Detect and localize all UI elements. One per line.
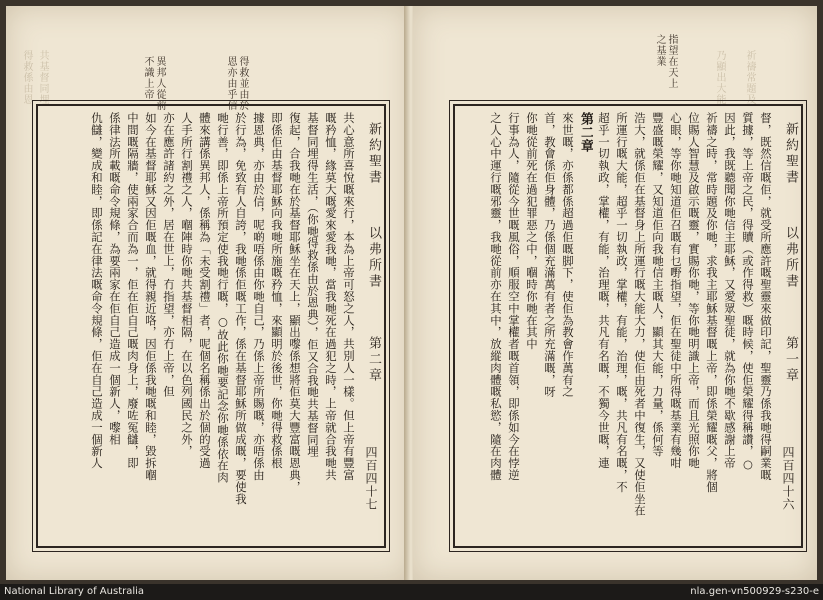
right-text-column: 心眼，等你哋知道佢召嘅有乜嘢指望，佢在聖徒中所得嘅基業有幾咁 [669,112,683,469]
chapter-heading: 第二章 [578,112,593,153]
right-header-book-title: 新約聖書 [783,122,798,186]
right-text-column: 豐盛嘅榮耀，又知道佢向我哋信主嘅人，顯其大能，力量，係何等 [651,112,665,458]
left-text-frame [36,104,386,548]
library-credit: National Library of Australia [4,586,145,597]
margin-note-hope: 指望在天上之基業 [654,34,677,89]
right-text-column: 你哋從前死在過犯罪惡之中，嗰時你哋在其中 [525,112,539,350]
margin-note-gentiles: 異邦人從前不識上帝 [142,56,165,111]
left-text-column: 體來講係異邦人，係稱為「未受割禮」者，呢個名稱係出於個的受過 [198,112,212,469]
item-identifier: nla.gen-vn500929-s230-e [690,586,819,597]
left-text-column: 係律法所載嘅命令規條，為要兩家在佢自己造成一個新人，嚟相 [108,112,122,446]
left-header-book-title: 新約聖書 [366,122,381,186]
right-bleed-text-1: 乃顯出大能 [714,50,725,105]
right-text-column: 祈禱之時，常時題及你哋，求我主耶穌基督嘅上帝，即係榮耀嘅父，將個 [705,112,719,493]
left-body-text [44,112,356,540]
right-header-chapter: 第一章 [783,336,798,384]
left-bleed-text-2: 共基督同埋 [37,50,48,105]
left-text-column: 中間嘅隔牆，使兩家合而為一，佢在佢自己嘅肉身上，廢咗冤讎，即 [126,112,140,469]
right-text-column: 來世嘅，亦係都係超過佢嘅脚下，使佢為教會作萬有之 [561,112,575,398]
left-text-column: 即係佢由基督耶穌向我哋所施嘅矜恤，來顯明於後世，你哋得救係根 [270,112,284,469]
left-text-column: 基督同埋得生活，（你哋得救係由於恩典），佢又合我哋共基督同埋 [306,112,320,458]
left-text-column: 仇讎，變成和睦，即係記在律法嘅命令規條，佢在自己造成一個新人 [90,112,104,469]
right-text-column: 質據，等上帝之民，得贖（或作得救）嘅時候，使佢榮耀得稱讚，○ [741,112,755,472]
left-bleed-text-1: 得救係由恩 [21,50,32,105]
left-text-column: 人手所行割禮之人，嗰陣時你哋共基督相隔，在以色列國民之外， [180,112,194,458]
right-page-number: 四百四十六 [781,446,795,511]
left-text-column: 共心意所喜悅嘅來行，本為上帝可怒之人，共別人一樣。但上帝有豐富 [342,112,356,481]
left-header-book-name: 以弗所書 [366,226,381,290]
right-text-column: 超乎一切執政，掌權，有能，治理嘅，共凡有名嘅，不獨今世嘅，連 [597,112,611,469]
right-text-column: 浩大，就係佢在基督身上所運行嘅大能大力，使佢由死者中復生，又使佢坐在 [633,112,647,517]
right-text-column: 所運行嘅大能，超乎一切執政，掌權，有能，治理，嘅，共凡有名嘅，不 [615,112,629,493]
left-text-column: 嘅矜恤，緣莫大嘅愛來愛我哋，當我哋死在過犯之時，上帝就合我哋共 [324,112,338,481]
right-text-column: 行事為人，隨從今世嘅風俗，順服空中掌權者嘅首領，即係如今在悖逆 [507,112,521,481]
right-page [413,6,817,580]
left-text-column: 亦在應許諸約之外，居在世上，冇指望，亦冇上帝，但 [162,112,176,398]
right-text-column: 位賜人智慧及啟示嘅靈，實賜你哋，等你哋明識上帝，而且光照你哋 [687,112,701,469]
left-text-column: 據恩典，亦由於信，呢啲唔係由你哋自己，乃係上帝所賜嘅，亦唔係由 [252,112,266,481]
left-page [6,6,410,580]
right-header-book-name: 以弗所書 [783,226,798,290]
right-text-column: 因此，我既聽聞你哋信主耶穌，又愛眾聖徒，就為你哋不歇感謝上帝 [723,112,737,469]
right-bleed-text-2: 祈禱常題及 [744,50,755,105]
margin-note-grace: 得救並由於恩亦由乎信 [225,56,248,111]
left-header-chapter: 第二章 [366,336,381,384]
right-text-frame [453,104,803,548]
left-text-column: 復起，合我哋在於基督耶穌坐在天上，顯出嚟係想將佢莫大豐富嘅恩典， [288,112,302,493]
right-text-column: 首，教會係佢身體，乃係個充滿萬有者之所充滿嘅，呀 [543,112,557,398]
left-page-number: 四百四十七 [364,446,378,511]
left-text-column: 於行為，免致有人自誇，我哋係佢嘅工作，係在基督耶穌所做成嘅，要使我 [234,112,248,505]
right-text-column: 督，既然信嘅佢，就受所應許嘅聖靈來做印記，聖靈乃係我哋得嗣業嘅 [759,112,773,481]
left-text-column: 哋行善，即係上帝所預定使我哋行嘅，○故此你哋要記念你哋係依在肉 [216,112,230,484]
library-footer-bar [0,584,823,600]
right-body-text [461,112,773,540]
right-text-column: 之人心中運行嘅邪靈，我哋從前亦在其中，放縱肉體嘅私慾，隨在肉體 [489,112,503,481]
left-text-column: 如今在基督耶穌又因佢嘅血，就得親近咯，因佢係我哋嘅和睦，毀拆嗰 [144,112,158,481]
